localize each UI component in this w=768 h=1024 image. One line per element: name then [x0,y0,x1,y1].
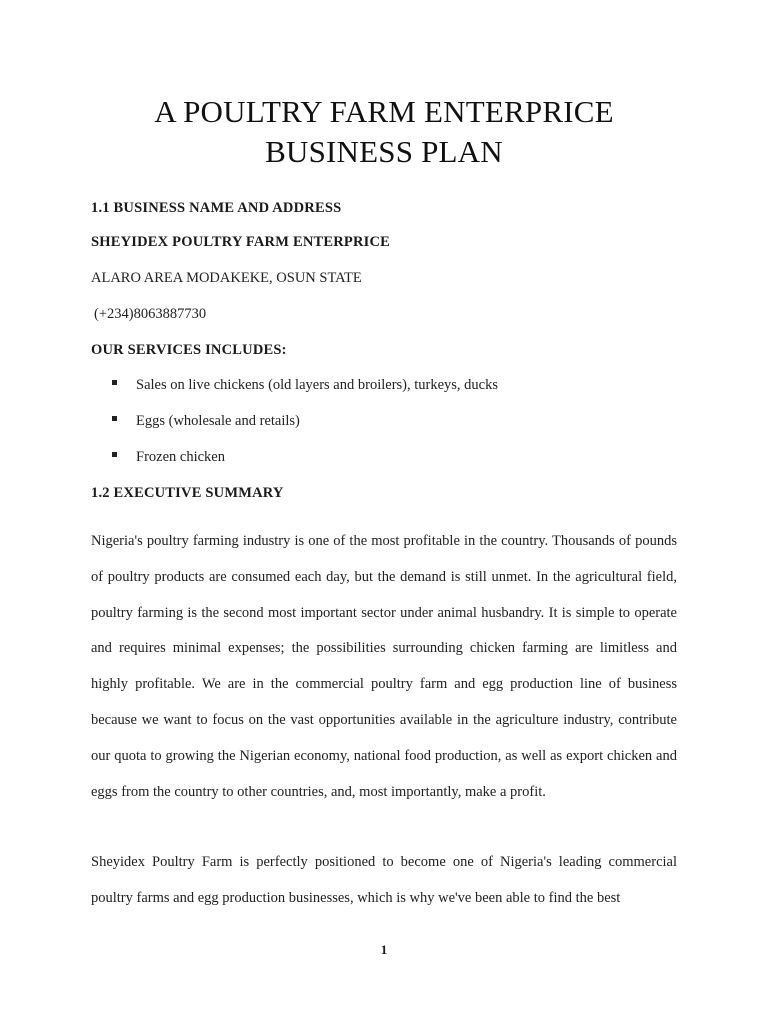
bullet-icon [112,380,117,385]
bullet-icon [112,416,117,421]
business-name: SHEYIDEX POULTRY FARM ENTERPRICE [91,234,391,250]
business-address: ALARO AREA MODAKEKE, OSUN STATE [91,270,362,286]
services-list [91,372,498,480]
list-item [91,408,498,444]
list-item [91,372,498,408]
section-heading-business-name: 1.1 BUSINESS NAME AND ADDRESS [91,200,342,216]
business-phone: (+234)8063887730 [94,306,207,322]
bullet-icon [112,452,117,457]
page-number: 1 [380,942,388,957]
title-line-1: A POULTRY FARM ENTERPRICE [154,94,614,129]
executive-summary-paragraph-1: Nigeria's poultry farming industry is one of the most profitable in the country. Thousands of pounds of poultry products are consumed each day, but the demand is still unmet. In the agricultural field, poultry farming is the second most important sector under animal husbandry. It is simple to operate and requires minimal expenses; the possibilities surrounding chicken farming are limitless and highly profitable. We are in the commercial poultry farm and egg production line of business because we want to focus on the vast opportunities available in the agriculture industry, contribute our quota to growing the Nigerian economy, national food production, as well as export chicken and eggs from the country to other countries, and, most importantly, make a profit. [91,533,677,800]
section-heading-executive-summary: 1.2 EXECUTIVE SUMMARY [91,485,284,501]
service-item-label: Frozen chicken [136,449,225,465]
service-item-label: Sales on live chickens (old layers and broilers), turkeys, ducks [136,377,499,393]
title-line-2: BUSINESS PLAN [265,134,503,169]
list-item [91,444,498,480]
executive-summary-paragraph-2: Sheyidex Poultry Farm is perfectly positioned to become one of Nigeria's leading commercial poultry farms and egg production businesses, which is why we've been able to find the best [91,854,677,906]
service-item-label: Eggs (wholesale and retails) [136,413,300,429]
document-title [0,92,768,172]
services-heading: OUR SERVICES INCLUDES: [91,342,287,358]
